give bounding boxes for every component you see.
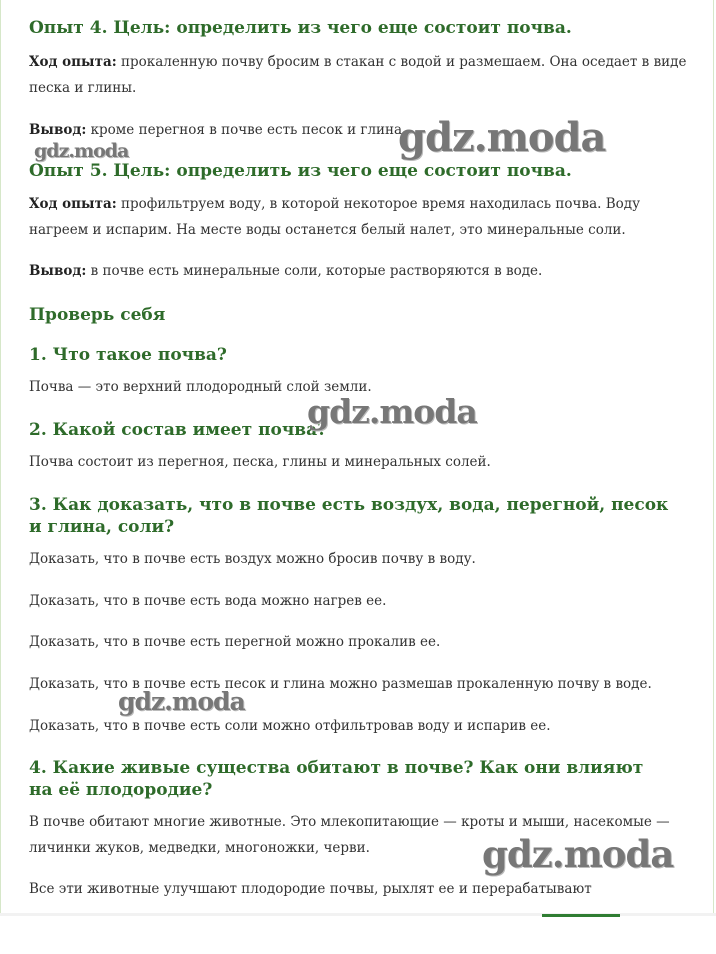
q2-answer: Почва состоит из перегноя, песка, глины и минеральных солей. [29,454,491,470]
q1-heading: 1. Что такое почва? [29,345,227,365]
watermark-logo: gdz.moda [482,832,674,876]
check-heading: Проверь себя [29,305,166,325]
exp4-process [29,49,689,101]
exp4-result-text: кроме перегноя в почве есть песок и глина. [86,122,407,138]
q3-answer-2: Доказать, что в почве есть вода можно нагрев ее. [29,593,387,609]
q3-answer-1: Доказать, что в почве есть воздух можно бросив почву в воду. [29,551,476,567]
q3-heading: 3. Как доказать, что в почве есть воздух, вода, перегной, песок и глина, соли? [29,495,669,537]
q4-heading: 4. Какие живые существа обитают в почве? Как они влияют на её плодородие? [29,758,644,800]
exp5-result [29,258,689,284]
exp5-process-text: профильтруем воду, в которой некоторое время находилась почва. Воду нагреем и испарим. На месте воды останется белый налет, это минеральные соли. [29,196,641,238]
watermark-logo: gdz.moda [118,687,245,716]
exp4-process-label: Ход опыта: [29,54,117,70]
watermark-logo: gdz.moda [307,392,477,431]
q4-answer-1: В почве обитают многие животные. Это млекопитающие — кроты и мыши, насекомые — личинки жуков, медведки, многоножки, черви. [29,814,670,856]
exp5-heading: Опыт 5. Цель: определить из чего еще состоит почва. [29,161,572,181]
watermark-logo: gdz.moda [398,114,606,161]
exp5-process-label: Ход опыта: [29,196,117,212]
q1-answer: Почва — это верхний плодородный слой земли. [29,379,372,395]
exp4-heading: Опыт 4. Цель: определить из чего еще состоит почва. [29,18,572,38]
footer-accent-bar [542,914,620,917]
exp4-result-label: Вывод: [29,122,87,138]
exp5-result-text: в почве есть минеральные соли, которые растворяются в воде. [86,263,543,279]
q4-answer-2: Все эти животные улучшают плодородие почвы, рыхлят ее и перерабатывают [29,881,592,897]
watermark-logo: gdz.moda [34,140,129,162]
q3-answer-3: Доказать, что в почве есть перегной можно прокалив ее. [29,634,441,650]
exp5-result-label: Вывод: [29,263,87,279]
exp4-process-text: прокаленную почву бросим в стакан с водой и размешаем. Она оседает в виде песка и глины. [29,54,687,96]
exp5-process [29,191,689,243]
q3-answer-4: Доказать, что в почве есть песок и глина можно размешав прокаленную почву в воде. [29,676,652,692]
q3-answer-5: Доказать, что в почве есть соли можно отфильтровав воду и испарив ее. [29,718,551,734]
q2-heading: 2. Какой состав имеет почва? [29,420,328,440]
